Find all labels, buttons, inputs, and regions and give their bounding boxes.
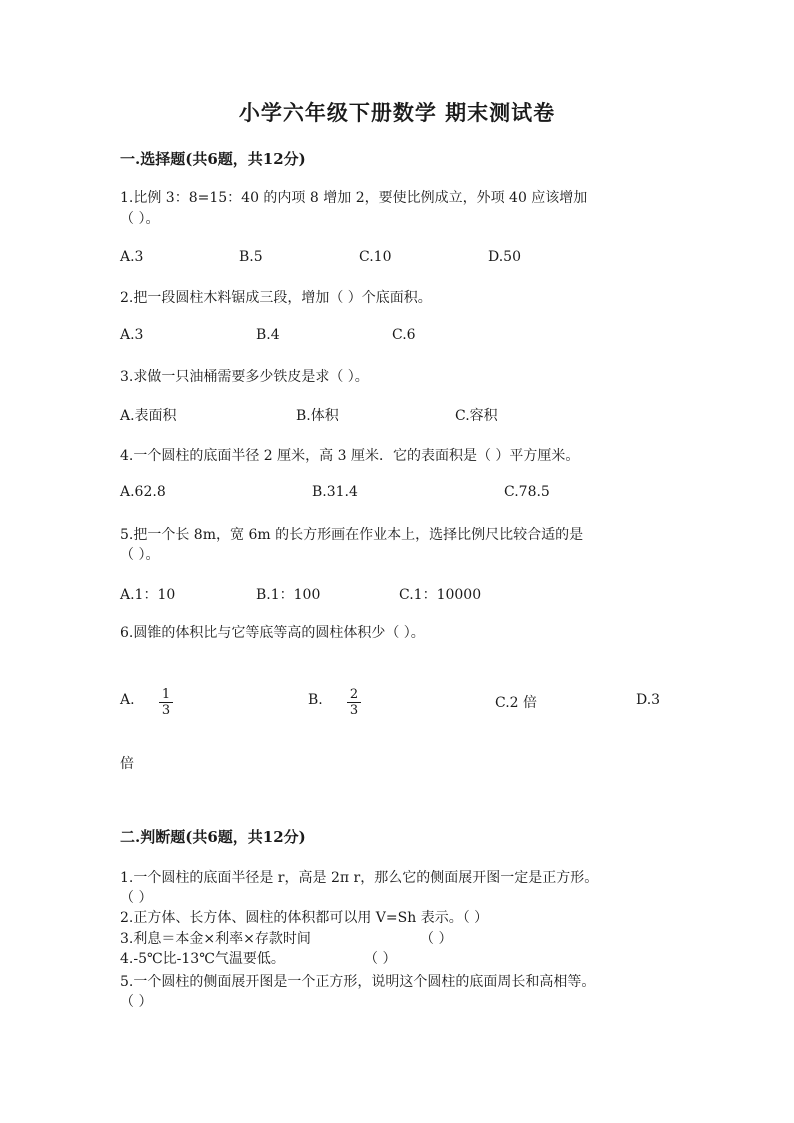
question-5-option-a: A.1：10	[120, 587, 176, 603]
question-2-option-b: B.4	[256, 327, 280, 343]
fraction-numerator: 2	[347, 687, 361, 703]
question-1-blank: （ ）。	[120, 211, 160, 227]
question-3-text: 3.求做一只油桶需要多少铁皮是求（ ）。	[120, 369, 369, 385]
page-title: 小学六年级下册数学 期末测试卷	[238, 100, 556, 125]
question-3-option-b: B.体积	[296, 408, 339, 424]
fraction-numerator: 1	[159, 687, 173, 703]
question-4-option-b: B.31.4	[312, 484, 358, 500]
question-3-option-a: A.表面积	[120, 408, 177, 424]
fraction-denominator: 3	[161, 703, 171, 718]
judgement-3-text: 3.利息＝本金×利率×存款时间	[120, 931, 311, 947]
question-6-option-b-fraction	[347, 687, 361, 718]
question-6-option-d: D.3	[636, 692, 661, 708]
section-heading-judgement: 二.判断题(共6题，共12分)	[120, 828, 306, 846]
question-1-option-b: B.5	[239, 249, 263, 265]
question-6-text: 6.圆锥的体积比与它等底等高的圆柱体积少（ ）。	[120, 625, 425, 641]
question-2-text: 2.把一段圆柱木料锯成三段，增加（ ）个底面积。	[120, 290, 432, 306]
judgement-1-text: 1.一个圆柱的底面半径是 r，高是 2π r，那么它的侧面展开图一定是正方形。	[120, 870, 599, 886]
question-1-option-a: A.3	[120, 249, 144, 265]
question-6-option-d-wrap: 倍	[120, 756, 134, 772]
question-2-option-a: A.3	[120, 327, 144, 343]
question-6-option-a-label: A.	[120, 692, 135, 708]
question-5-text: 5.把一个长 8m，宽 6m 的长方形画在作业本上，选择比例尺比较合适的是	[120, 527, 584, 543]
question-4-option-c: C.78.5	[504, 484, 550, 500]
judgement-5-blank: （ ）	[120, 994, 153, 1010]
question-3-option-c: C.容积	[455, 408, 498, 424]
question-6-option-a-fraction	[159, 687, 173, 718]
judgement-4-blank: （ ）	[364, 951, 397, 967]
question-1-text: 1.比例 3：8=15：40 的内项 8 增加 2，要使比例成立，外项 40 应该增加	[120, 190, 588, 206]
judgement-1-blank: （ ）	[120, 890, 153, 906]
question-6-option-c: C.2 倍	[495, 695, 538, 711]
judgement-3-blank: （ ）	[420, 931, 453, 947]
judgement-5-text: 5.一个圆柱的侧面展开图是一个正方形，说明这个圆柱的底面周长和高相等。	[120, 974, 596, 990]
section-heading-choice: 一.选择题(共6题，共12分)	[120, 150, 306, 168]
question-4-text: 4.一个圆柱的底面半径 2 厘米，高 3 厘米．它的表面积是（ ）平方厘米。	[120, 448, 580, 464]
question-5-blank: （ ）。	[120, 547, 160, 563]
judgement-4-text: 4.-5℃比-13℃气温要低。	[120, 951, 285, 967]
question-1-option-c: C.10	[359, 249, 392, 265]
question-5-option-c: C.1：10000	[399, 587, 482, 603]
question-6-option-b-label: B.	[308, 692, 323, 708]
question-4-option-a: A.62.8	[120, 484, 166, 500]
question-1-option-d: D.50	[488, 249, 521, 265]
question-5-option-b: B.1：100	[256, 587, 321, 603]
fraction-denominator: 3	[349, 703, 359, 718]
judgement-2-text: 2.正方体、长方体、圆柱的体积都可以用 V=Sh 表示。（ ）	[120, 910, 489, 926]
question-2-option-c: C.6	[392, 327, 416, 343]
